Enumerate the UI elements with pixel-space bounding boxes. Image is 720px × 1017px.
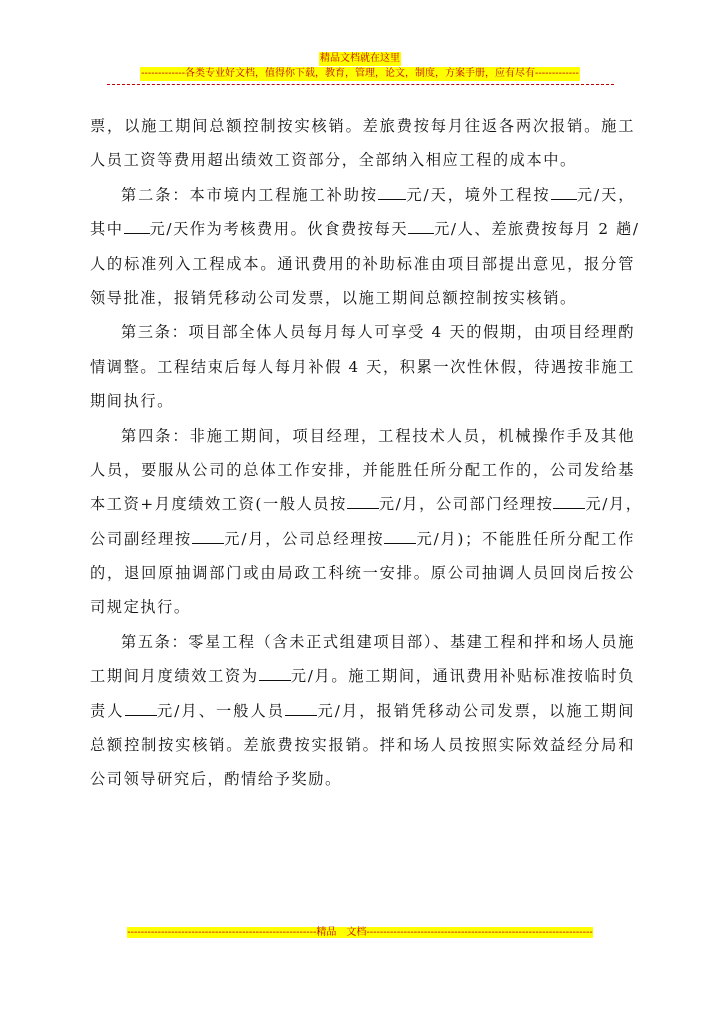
text-segment: 元/月)；不能胜任所分配工作 <box>416 529 635 548</box>
text-line: 公司领导研究后，酌情给予奖励。 <box>90 770 342 789</box>
text-line: 总额控制按实核销。差旅费按实报销。拌和场人员按照实际效益经分局和 <box>90 736 635 755</box>
text-segment: 工期间月度绩效工资为 <box>90 667 259 686</box>
text-line <box>90 522 635 556</box>
text-line: 人员工资等费用超出绩效工资部分，全部纳入相应工程的成本中。 <box>90 151 577 170</box>
text-line: 领导批准，报销凭移动公司发票，以施工期间总额控制按实核销。 <box>90 288 577 307</box>
text-segment: 元/月，报销凭移动公司发票，以施工期间 <box>317 701 635 720</box>
text-line <box>90 659 635 693</box>
fill-blank <box>259 665 291 681</box>
text-segment: 公司副经理按 <box>90 529 193 548</box>
paragraph-article-5 <box>90 625 635 797</box>
text-line: 的，退回原抽调部门或由局政工科统一安排。原公司抽调人员回岗后按公 <box>90 564 635 583</box>
text-line <box>90 178 635 212</box>
paragraph-article-3 <box>90 315 635 418</box>
document-body <box>90 109 643 797</box>
footer-text: --------------------------------------------------------精品 文档------------------------------------------------------------------- <box>127 927 593 938</box>
text-segment: 元/月， <box>585 495 643 514</box>
header-divider <box>107 84 614 85</box>
text-line: 司规定执行。 <box>90 598 191 617</box>
fill-blank <box>408 218 434 234</box>
fill-blank <box>378 184 406 200</box>
text-segment: 元/天作为考核费用。伙食费按每天 <box>149 220 409 239</box>
fill-blank <box>384 528 416 544</box>
page-header <box>0 52 720 81</box>
fill-blank <box>553 493 585 509</box>
text-segment: 其中 <box>90 220 124 239</box>
text-line: 票，以施工期间总额控制按实核销。差旅费按每月往返各两次报销。施工 <box>90 117 635 135</box>
fill-blank <box>192 528 224 544</box>
header-tagline: -------------各类专业好文档，值得你下载，教育，管理，论文，制度，方案手册，应有尽有------------- <box>141 68 579 79</box>
text-line: 人员，要服从公司的总体工作安排，并能胜任所分配工作的，公司发给基 <box>90 460 635 479</box>
text-segment: 责人 <box>90 701 125 720</box>
text-line <box>90 487 643 521</box>
page-footer <box>0 926 720 940</box>
text-segment: 元/月，公司总经理按 <box>224 529 385 548</box>
fill-blank <box>125 700 157 716</box>
text-line: 第三条：项目部全体人员每月每人可享受 4 天的假期，由项目经理酌 <box>121 323 635 342</box>
text-line: 情调整。工程结束后每人每月补假 4 天，积累一次性休假，待遇按非施工 <box>90 357 635 376</box>
text-segment: 元/月。施工期间，通讯费用补贴标准按临时负 <box>290 667 636 686</box>
fill-blank <box>347 493 379 509</box>
fill-blank <box>551 184 577 200</box>
text-segment: 元/月，公司部门经理按 <box>378 495 554 514</box>
text-segment: 元/人、差旅费按每月 2 趟/ <box>434 220 640 239</box>
header-title: 精品文档就在这里 <box>320 53 400 64</box>
text-segment: 第二条：本市境内工程施工补助按 <box>121 185 379 204</box>
text-line: 期间执行。 <box>90 392 174 411</box>
paragraph-1 <box>90 109 635 178</box>
text-line: 第四条：非施工期间，项目经理，工程技术人员，机械操作手及其他 <box>121 426 635 445</box>
text-line <box>90 694 635 728</box>
paragraph-article-2 <box>90 178 640 316</box>
fill-blank <box>285 700 317 716</box>
text-line <box>90 212 640 246</box>
text-line: 人的标准列入工程成本。通讯费用的补助标准由项目部提出意见，报分管 <box>90 254 635 273</box>
text-segment: 元/天， <box>576 185 635 204</box>
text-segment: 本工资+月度绩效工资(一般人员按 <box>90 495 347 514</box>
text-line: 第五条：零星工程（含未正式组建项目部）、基建工程和拌和场人员施 <box>121 632 635 651</box>
text-segment: 元/天，境外工程按 <box>406 185 551 204</box>
text-segment: 元/月、一般人员 <box>156 701 286 720</box>
fill-blank <box>124 218 150 234</box>
paragraph-article-4 <box>90 419 643 625</box>
